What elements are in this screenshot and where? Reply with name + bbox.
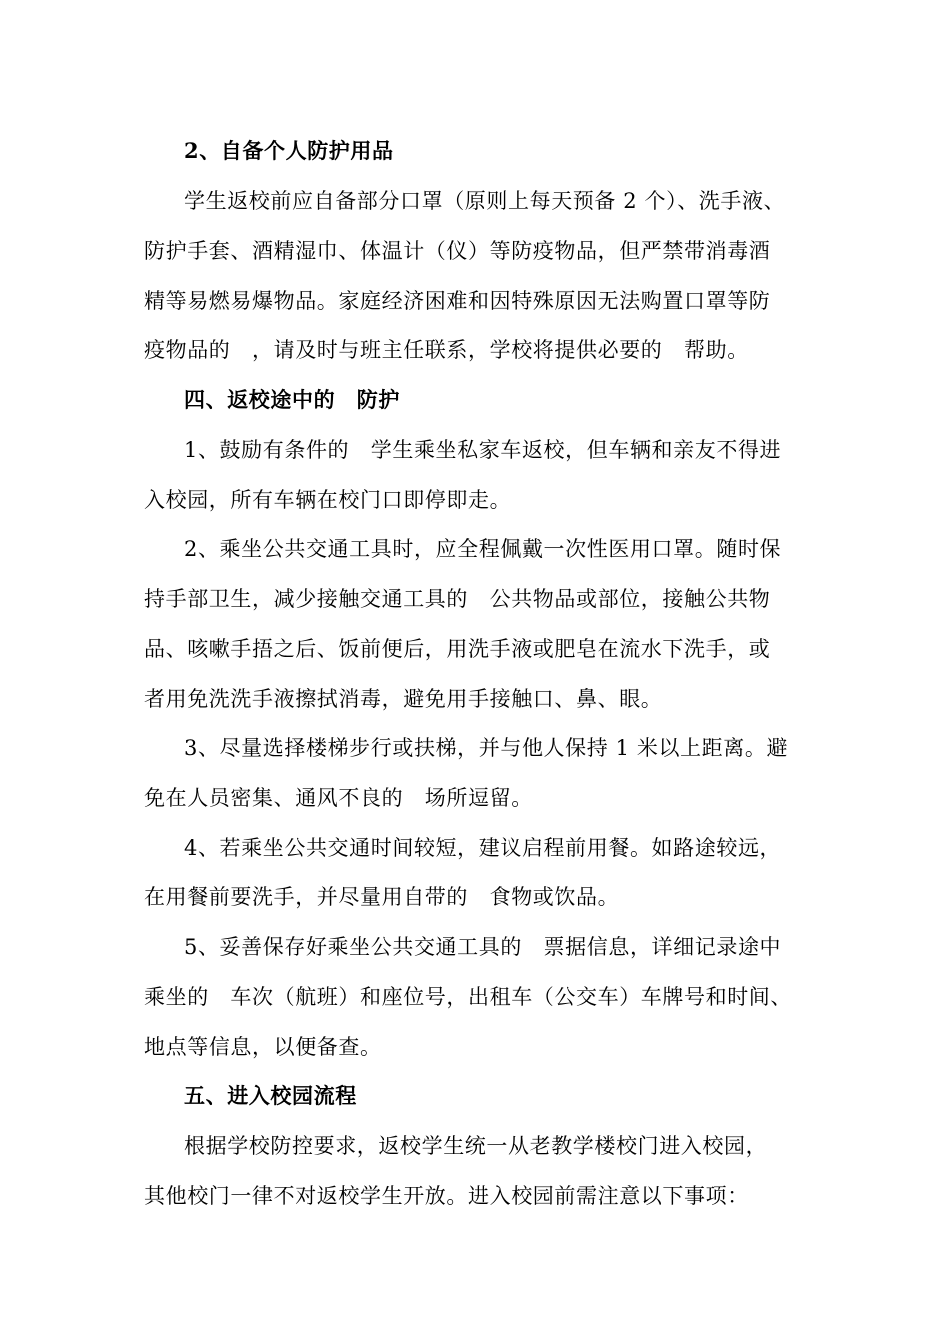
paragraph-line: 2、乘坐公共交通工具时，应全程佩戴一次性医用口罩。随时保 bbox=[184, 537, 782, 561]
paragraph-line: 3、尽量选择楼梯步行或扶梯，并与他人保持 1 米以上距离。避 bbox=[184, 736, 789, 760]
paragraph-line: 入校园，所有车辆在校门口即停即走。 bbox=[144, 488, 512, 512]
paragraph-line: 其他校门一律不对返校学生开放。进入校园前需注意以下事项： bbox=[144, 1184, 749, 1208]
section-heading: 2、自备个人防护用品 bbox=[184, 138, 394, 163]
paragraph-line: 免在人员密集、通风不良的 场所逗留。 bbox=[144, 786, 533, 810]
section-heading: 五、进入校园流程 bbox=[184, 1083, 357, 1108]
paragraph-line: 根据学校防控要求，返校学生统一从老教学楼校门进入校园， bbox=[184, 1134, 768, 1158]
paragraph-line: 持手部卫生，减少接触交通工具的 公共物品或部位，接触公共物 bbox=[144, 587, 771, 611]
paragraph-line: 乘坐的 车次（航班）和座位号，出租车（公交车）车牌号和时间、 bbox=[144, 985, 792, 1009]
paragraph-line: 5、妥善保存好乘坐公共交通工具的 票据信息，详细记录途中 bbox=[184, 935, 782, 959]
paragraph-line: 1、鼓励有条件的 学生乘坐私家车返校，但车辆和亲友不得进 bbox=[184, 438, 782, 462]
paragraph-line: 学生返校前应自备部分口罩（原则上每天预备 2 个）、洗手液、 bbox=[184, 189, 786, 213]
paragraph-line: 地点等信息，以便备查。 bbox=[144, 1035, 382, 1059]
paragraph-line: 4、若乘坐公共交通时间较短，建议启程前用餐。如路途较远， bbox=[184, 836, 782, 860]
paragraph-line: 在用餐前要洗手，并尽量用自带的 食物或饮品。 bbox=[144, 885, 620, 909]
section-heading: 四、返校途中的 防护 bbox=[184, 387, 400, 412]
paragraph-line: 者用免洗洗手液擦拭消毒，避免用手接触口、鼻、眼。 bbox=[144, 687, 663, 711]
paragraph-line: 品、咳嗽手捂之后、饭前便后，用洗手液或肥皂在流水下洗手，或 bbox=[144, 637, 771, 661]
paragraph-line: 精等易燃易爆物品。家庭经济困难和因特殊原因无法购置口罩等防 bbox=[144, 289, 771, 313]
paragraph-line: 疫物品的 ，请及时与班主任联系，学校将提供必要的 帮助。 bbox=[144, 338, 749, 362]
paragraph-line: 防护手套、酒精湿巾、体温计（仪）等防疫物品，但严禁带消毒酒 bbox=[144, 239, 771, 263]
